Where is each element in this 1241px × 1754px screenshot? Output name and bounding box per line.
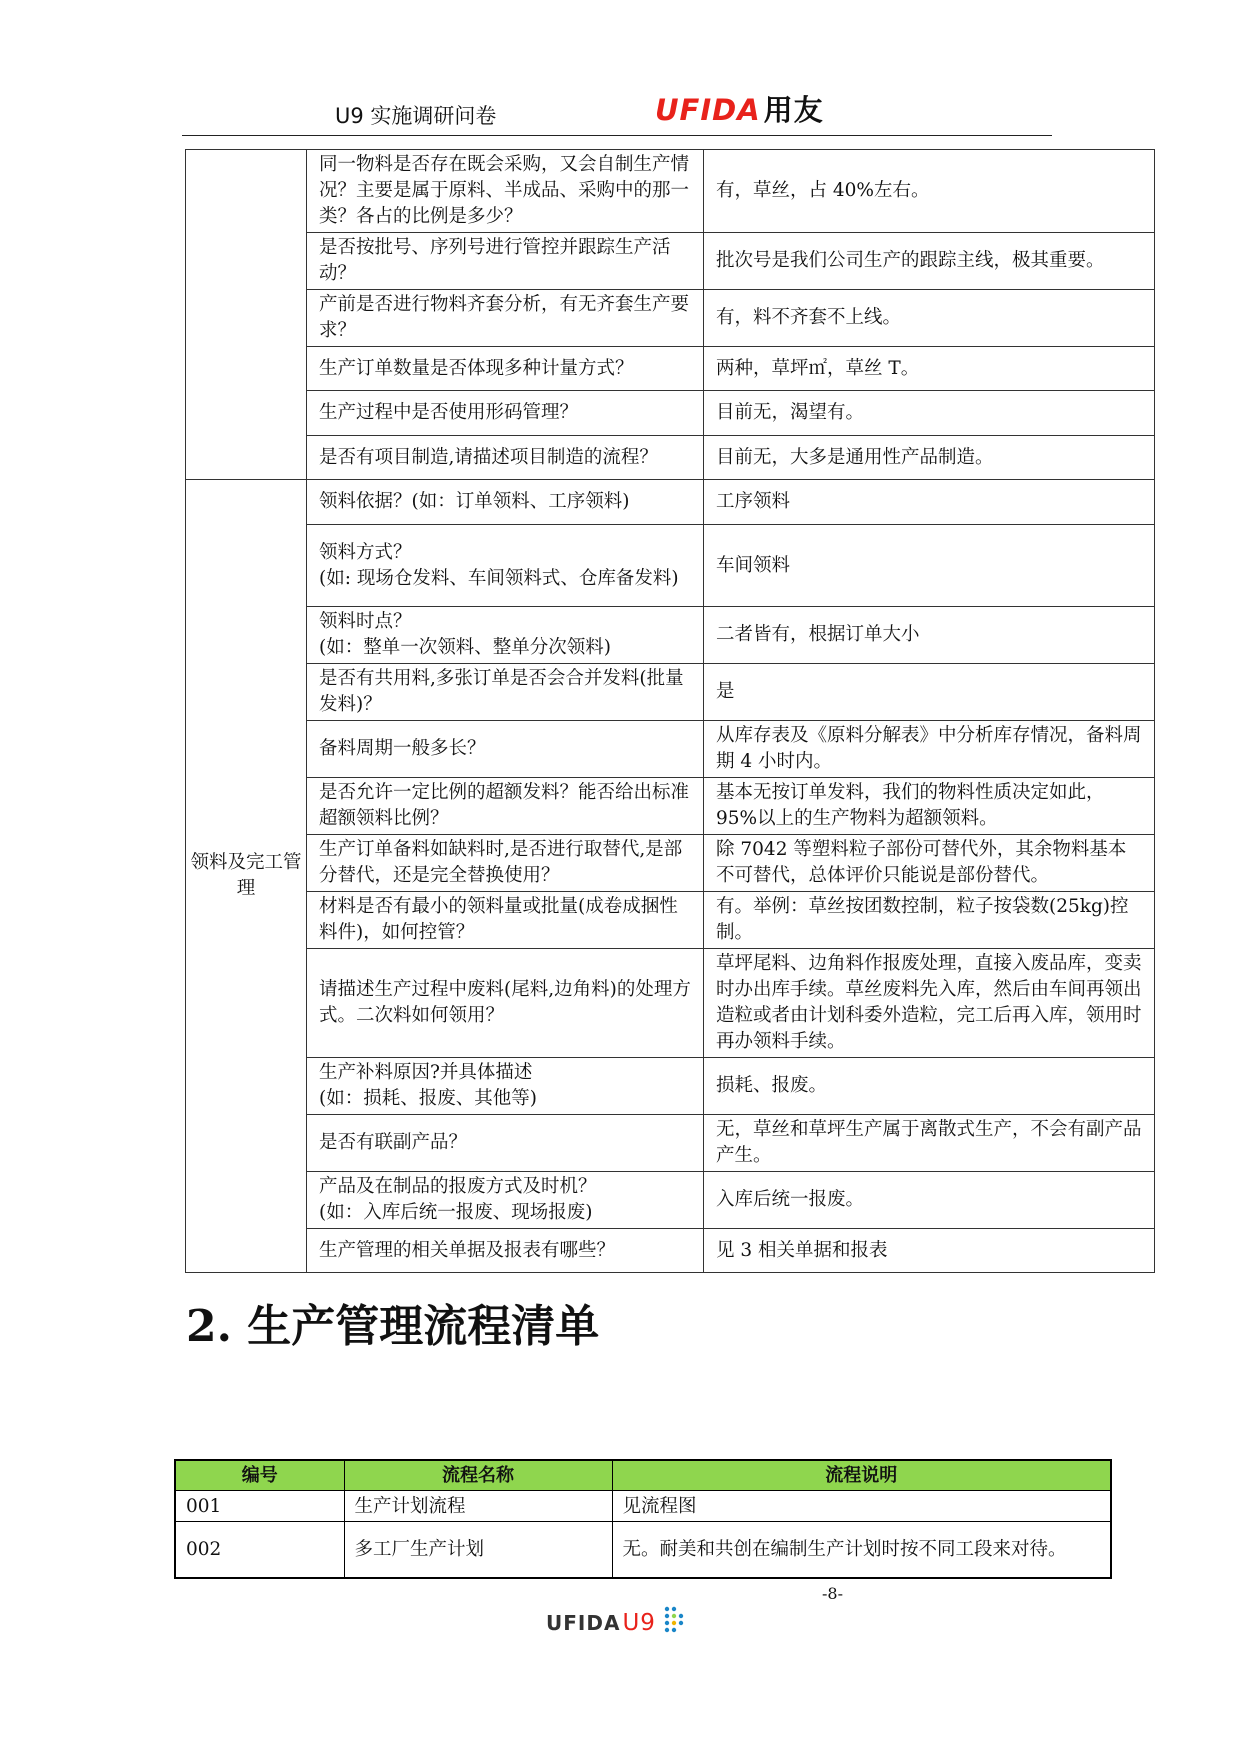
question-cell: 领料方式？ (如: 现场仓发料、车间领料式、仓库备发料): [307, 525, 704, 607]
answer-cell: 目前无，大多是通用性产品制造。: [704, 436, 1155, 480]
table-row: [186, 150, 1155, 233]
answer-cell: 见 3 相关单据和报表: [704, 1229, 1155, 1273]
question-cell: 生产订单数量是否体现多种计量方式？: [307, 347, 704, 391]
process-name: 多工厂生产计划: [344, 1522, 612, 1578]
category-cell: 领料及完工管理: [186, 480, 307, 1273]
question-cell: 备料周期一般多长？: [307, 721, 704, 778]
process-list-table: [174, 1459, 1112, 1579]
question-cell: 是否有项目制造,请描述项目制造的流程？: [307, 436, 704, 480]
process-number: 001: [175, 1491, 344, 1522]
question-cell: 是否允许一定比例的超额发料？能否给出标准超额领料比例？: [307, 778, 704, 835]
table-row: [186, 778, 1155, 835]
header-process-description: 流程说明: [612, 1460, 1111, 1491]
answer-cell: 目前无，渴望有。: [704, 391, 1155, 436]
table-row: [186, 290, 1155, 347]
page-number: -8-: [822, 1584, 843, 1603]
question-cell: 产品及在制品的报废方式及时机？ (如：入库后统一报废、现场报废): [307, 1172, 704, 1229]
answer-cell: 批次号是我们公司生产的跟踪主线，极其重要。: [704, 233, 1155, 290]
process-name: 生产计划流程: [344, 1491, 612, 1522]
answer-cell: 无，草丝和草坪生产属于离散式生产，不会有副产品产生。: [704, 1115, 1155, 1172]
table-row: [175, 1522, 1111, 1578]
table-row: [175, 1491, 1111, 1522]
table-row: [186, 233, 1155, 290]
ufida-logo: [655, 88, 824, 129]
question-cell: 请描述生产过程中废料(尾料,边角料)的处理方式。二次料如何领用？: [307, 949, 704, 1058]
process-description: 见流程图: [612, 1491, 1111, 1522]
table-row: [186, 525, 1155, 607]
process-description: 无。耐美和共创在编制生产计划时按不同工段来对待。: [612, 1522, 1111, 1578]
logo-text: UFIDA: [655, 93, 761, 127]
answer-cell: 除 7042 等塑料粒子部份可替代外，其余物料基本不可替代，总体评价只能说是部份替代。: [704, 835, 1155, 892]
answer-cell: 工序领料: [704, 480, 1155, 525]
answer-cell: 从库存表及《原料分解表》中分析库存情况，备料周期 4 小时内。: [704, 721, 1155, 778]
table-row: [186, 835, 1155, 892]
ufida-u9-logo: [546, 1610, 656, 1636]
questionnaire-table: [185, 149, 1155, 1273]
logo-dots-icon: [663, 1605, 689, 1637]
answer-cell: 损耗、报废。: [704, 1058, 1155, 1115]
logo-cn-text: 用友: [763, 93, 824, 127]
question-cell: 是否按批号、序列号进行管控并跟踪生产活动？: [307, 233, 704, 290]
answer-cell: 有，料不齐套不上线。: [704, 290, 1155, 347]
table-row: [186, 607, 1155, 664]
document-title: U9 实施调研问卷: [335, 104, 497, 128]
question-cell: 领料依据？(如：订单领料、工序领料): [307, 480, 704, 525]
question-cell: 是否有联副产品？: [307, 1115, 704, 1172]
question-cell: 生产订单备料如缺料时,是否进行取替代,是部分替代，还是完全替换使用？: [307, 835, 704, 892]
table-row: [186, 1172, 1155, 1229]
category-cell-empty: [186, 150, 307, 480]
table-row: [186, 391, 1155, 436]
answer-cell: 入库后统一报废。: [704, 1172, 1155, 1229]
table-row: [186, 721, 1155, 778]
section-heading: 2. 生产管理流程清单: [186, 1301, 600, 1352]
process-number: 002: [175, 1522, 344, 1578]
table-row: [186, 1229, 1155, 1273]
answer-cell: 两种，草坪㎡，草丝 T。: [704, 347, 1155, 391]
header-divider: [182, 135, 1052, 136]
question-cell: 材料是否有最小的领料量或批量(成卷成捆性料件)，如何控管？: [307, 892, 704, 949]
table-header-row: [175, 1460, 1111, 1491]
answer-cell: 有，草丝，占 40%左右。: [704, 150, 1155, 233]
header-process-name: 流程名称: [344, 1460, 612, 1491]
answer-cell: 二者皆有，根据订单大小: [704, 607, 1155, 664]
table-row: [186, 892, 1155, 949]
table-row: [186, 347, 1155, 391]
table-row: [186, 480, 1155, 525]
question-cell: 生产过程中是否使用形码管理？: [307, 391, 704, 436]
answer-cell: 有。举例：草丝按团数控制，粒子按袋数(25kg)控制。: [704, 892, 1155, 949]
question-cell: 产前是否进行物料齐套分析，有无齐套生产要求？: [307, 290, 704, 347]
table-row: [186, 664, 1155, 721]
question-cell: 同一物料是否存在既会采购，又会自制生产情况？主要是属于原料、半成品、采购中的那一类？各占的比例是多少？: [307, 150, 704, 233]
table-row: [186, 1115, 1155, 1172]
footer-logo-suffix: U9: [622, 1610, 656, 1636]
question-cell: 领料时点？ (如：整单一次领料、整单分次领料): [307, 607, 704, 664]
answer-cell: 是: [704, 664, 1155, 721]
question-cell: 生产管理的相关单据及报表有哪些？: [307, 1229, 704, 1273]
table-row: [186, 1058, 1155, 1115]
header-number: 编号: [175, 1460, 344, 1491]
answer-cell: 车间领料: [704, 525, 1155, 607]
question-cell: 是否有共用料,多张订单是否会合并发料(批量发料)？: [307, 664, 704, 721]
table-row: [186, 436, 1155, 480]
footer-logo-text: UFIDA: [546, 1611, 621, 1635]
answer-cell: 基本无按订单发料，我们的物料性质决定如此，95%以上的生产物料为超额领料。: [704, 778, 1155, 835]
answer-cell: 草坪尾料、边角料作报废处理，直接入废品库，变卖时办出库手续。草丝废料先入库，然后由车间再领出造粒或者由计划科委外造粒，完工后再入库，领用时再办领料手续。: [704, 949, 1155, 1058]
question-cell: 生产补料原因?并具体描述 (如：损耗、报废、其他等): [307, 1058, 704, 1115]
table-row: [186, 949, 1155, 1058]
